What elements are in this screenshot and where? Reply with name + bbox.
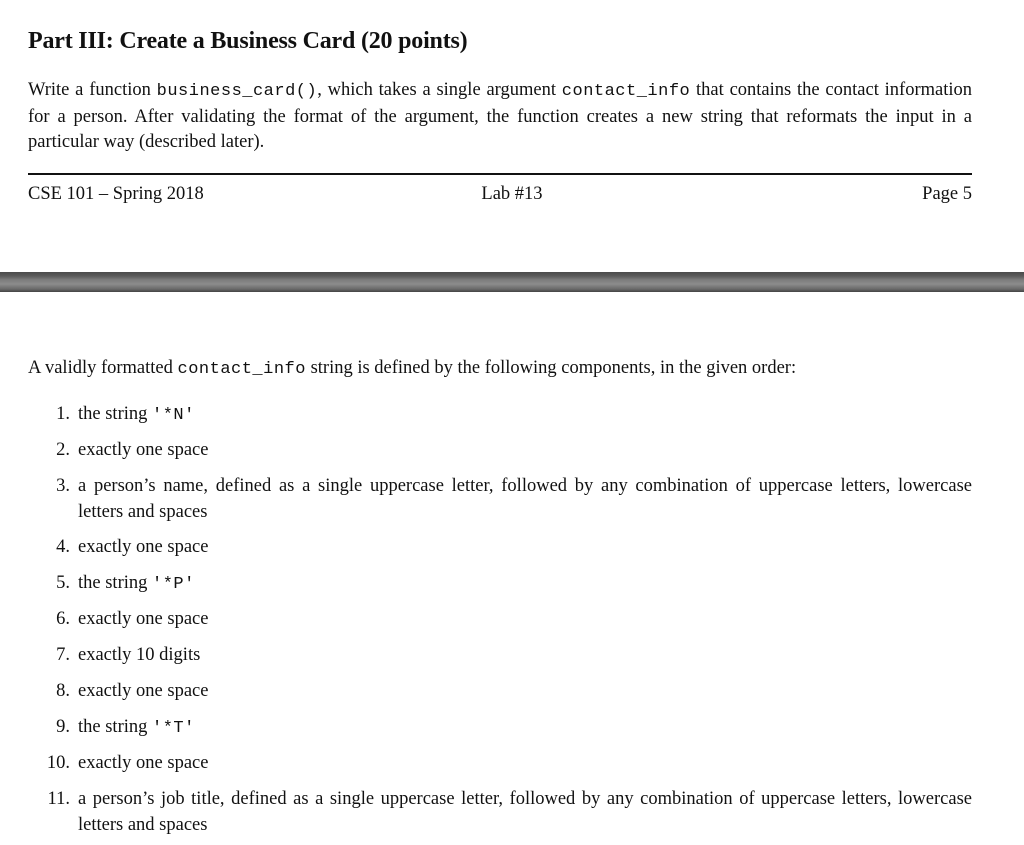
requirement-number: 11.	[47, 789, 70, 809]
requirement-code: '*N'	[152, 406, 195, 425]
requirement-description: the string	[78, 573, 152, 593]
requirement-number: 1.	[56, 404, 70, 424]
requirement-text	[78, 474, 972, 525]
intro-code-function: business_card()	[156, 82, 318, 101]
requirement-item	[0, 607, 1024, 633]
section-heading: Part III: Create a Business Card (20 points)	[28, 28, 468, 54]
requirement-number: 10.	[46, 753, 70, 773]
definition-text-1: A validly formatted	[28, 358, 178, 378]
requirement-number: 8.	[56, 681, 70, 701]
requirement-item	[0, 643, 1024, 669]
requirement-text	[78, 679, 972, 705]
document-page-lower	[0, 292, 1024, 845]
intro-text-3: that contains the contact information for a person. After validating the format of the argument, the function creates a new string that reformats the input in a particular way (described later).	[28, 80, 972, 152]
footer-rule	[28, 173, 972, 175]
intro-paragraph	[28, 78, 972, 156]
definition-text-2: string is defined by the following components, in the given order:	[305, 358, 797, 378]
requirement-text	[78, 751, 972, 777]
requirement-text	[78, 715, 972, 742]
requirement-text	[78, 571, 972, 598]
requirement-description: the string	[78, 404, 152, 424]
requirement-description: a person’s job title, defined as a single uppercase letter, followed by any combination of uppercase letters, lowercase letters and spaces	[78, 789, 972, 835]
document-page-upper	[0, 0, 1024, 272]
definition-code: contact_info	[177, 360, 306, 379]
requirement-description: exactly one space	[78, 440, 209, 460]
requirement-text	[78, 643, 972, 669]
requirement-number: 3.	[56, 476, 70, 496]
intro-text-2: , which takes a single argument	[317, 80, 562, 100]
intro-text-1: Write a function	[28, 80, 157, 100]
requirement-item	[0, 535, 1024, 561]
requirement-number: 4.	[56, 537, 70, 557]
definition-sentence	[28, 358, 796, 379]
requirement-description: exactly 10 digits	[78, 645, 201, 665]
requirement-text	[78, 438, 972, 464]
requirement-description: exactly one space	[78, 537, 209, 557]
requirement-item	[0, 402, 1024, 429]
requirement-item	[0, 751, 1024, 777]
requirement-code: '*T'	[152, 719, 195, 738]
requirement-description: exactly one space	[78, 753, 209, 773]
intro-code-argument: contact_info	[561, 82, 691, 101]
requirement-description: exactly one space	[78, 609, 209, 629]
footer-page-number: Page 5	[922, 184, 972, 204]
page-separator	[0, 272, 1024, 292]
footer-course: CSE 101 – Spring 2018	[28, 184, 204, 204]
requirement-text	[78, 607, 972, 633]
requirement-number: 9.	[56, 717, 70, 737]
requirement-number: 2.	[56, 440, 70, 460]
requirement-item	[0, 474, 1024, 525]
requirement-item	[0, 715, 1024, 742]
requirement-description: exactly one space	[78, 681, 209, 701]
requirement-number: 5.	[56, 573, 70, 593]
footer-lab: Lab #13	[481, 184, 543, 204]
requirement-item	[0, 787, 1024, 838]
requirement-text	[78, 787, 972, 838]
requirement-item	[0, 438, 1024, 464]
requirement-item	[0, 679, 1024, 705]
requirement-text	[78, 535, 972, 561]
requirement-description: the string	[78, 717, 152, 737]
requirement-item	[0, 571, 1024, 598]
requirement-number: 6.	[56, 609, 70, 629]
requirement-description: a person’s name, defined as a single uppercase letter, followed by any combination of uppercase letters, lowercase letters and spaces	[78, 476, 972, 522]
requirement-number: 7.	[56, 645, 70, 665]
requirement-text	[78, 402, 972, 429]
requirement-code: '*P'	[152, 575, 195, 594]
